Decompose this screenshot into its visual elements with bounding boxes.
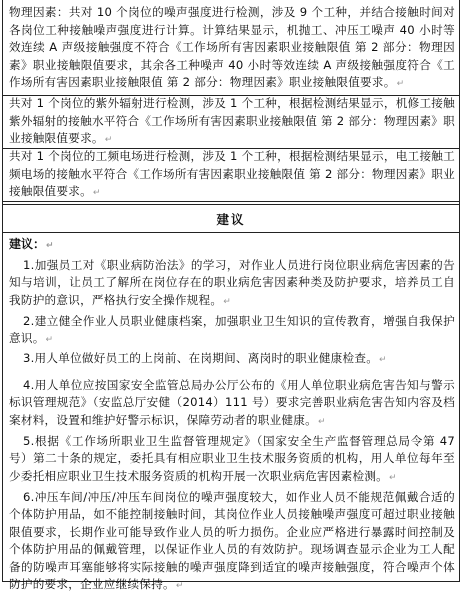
paragraph-mark-icon: ↵: [396, 79, 405, 90]
paragraph-mark-icon: ↵: [317, 416, 326, 427]
emf-finding-paragraph: [3, 148, 459, 203]
paragraph-mark-icon: ↵: [389, 472, 397, 483]
section-divider: [3, 204, 459, 205]
paragraph-mark-icon: ↵: [92, 188, 101, 199]
paragraph-mark-icon: ↵: [223, 296, 231, 307]
advice-item: 3.用人单位做好员工的上岗前、在岗期间、离岗时的职业健康检查。↵: [23, 351, 387, 365]
paragraph-mark-icon: ↵: [175, 581, 184, 592]
advice-item: 1.加强员工对《职业病防治法》的学习，对作业人员进行岗位职业病危害因素的告知与培训，让员工了解所在岗位存在的职业病危害因素种类及防护要求，培养员工自我防护的意识，严格执行安全操作规程。↵: [9, 258, 455, 307]
advice-item: 6.冲压车间/冲压/冲压车间岗位的噪声强度较大，如作业人员不能规范佩戴合适的个体防护用品，如不能控制接触时间，其岗位作业人员接触噪声强度可超过职业接触限值要求，长期作业可能导致作业人员的听力损伤。企业应严格进行暴露时间控制及个体防护用品的佩戴管理，以保证作业人员的有效防护。现场调查显示企业为工人配备的防噪声耳塞能够将实际接触的噪声强度降到适宜的噪声接触强度，符合噪声个体防护的要求，企业应继续保持。↵: [9, 490, 455, 592]
advice-heading: 建议：↵: [9, 237, 54, 251]
emf-finding-text: 共对 1 个岗位的工频电场进行检测，涉及 1 个工种，根据检测结果显示，电工接触工频电场的接触水平符合《工作场所有害因素职业接触限值 第 2 部分：物理因素》职业接触限值要求。: [9, 149, 455, 199]
noise-finding-paragraph: [3, 4, 459, 94]
uv-finding-paragraph: [3, 95, 459, 150]
noise-finding-text: 物理因素：共对 10 个岗位的噪声强度进行检测，涉及 9 个工种，并结合接触时间对各岗位工种接触噪声强度进行计算。计算结果显示，机抛工、冲压工噪声 40 小时等效连续 A 声级接触强度不符合《工作场所有害因素职业接触限值 第 2 部分：物理因素》职业接触限值要求，其余各工种噪声 40 小时等效连续 A 声级接触强度符合《工作场所有害因素职业接触限值 第 2 部分：物理因素》职业接触限值要求。: [9, 5, 455, 90]
paragraph-mark-icon: ↵: [46, 241, 54, 251]
section-divider: [3, 201, 459, 202]
paragraph-mark-icon: ↵: [104, 135, 113, 146]
advice-item: 4.用人单位应按国家安全监管总局办公厅公布的《用人单位职业病危害告知与警示标识管理规范》（安监总厅安健（2014）111 号）要求完善职业病危害告知内容及档案材料，设置和维护好警示标识，保障劳动者的职业健康。↵: [9, 378, 455, 427]
advice-section-title: 建议: [216, 212, 246, 227]
table-frame: [2, 0, 460, 592]
advice-item: 2.建立健全作业人员职业健康档案，加强职业卫生知识的宣传教育，增强自我保护意识。↵: [9, 314, 455, 346]
paragraph-mark-icon: ↵: [45, 335, 54, 346]
row-divider: [3, 232, 459, 233]
paragraph-mark-icon: ↵: [379, 355, 387, 365]
advice-item: 5.根据《工作场所职业卫生监督管理规定》（国家安全生产监督管理总局令第 47 号）第二十条的规定，委托具有相应职业卫生技术服务资质的机构，用人单位每年至少委托相应职业卫生技术服务资质的机构开展一次职业病危害因素检测。↵: [9, 434, 455, 483]
uv-finding-text: 共对 1 个岗位的紫外辐射进行检测，涉及 1 个工种，根据检测结果显示，机修工接触紫外辐射的接触水平符合《工作场所有害因素职业接触限值 第 2 部分：物理因素》职业接触限值要求。: [9, 96, 455, 146]
